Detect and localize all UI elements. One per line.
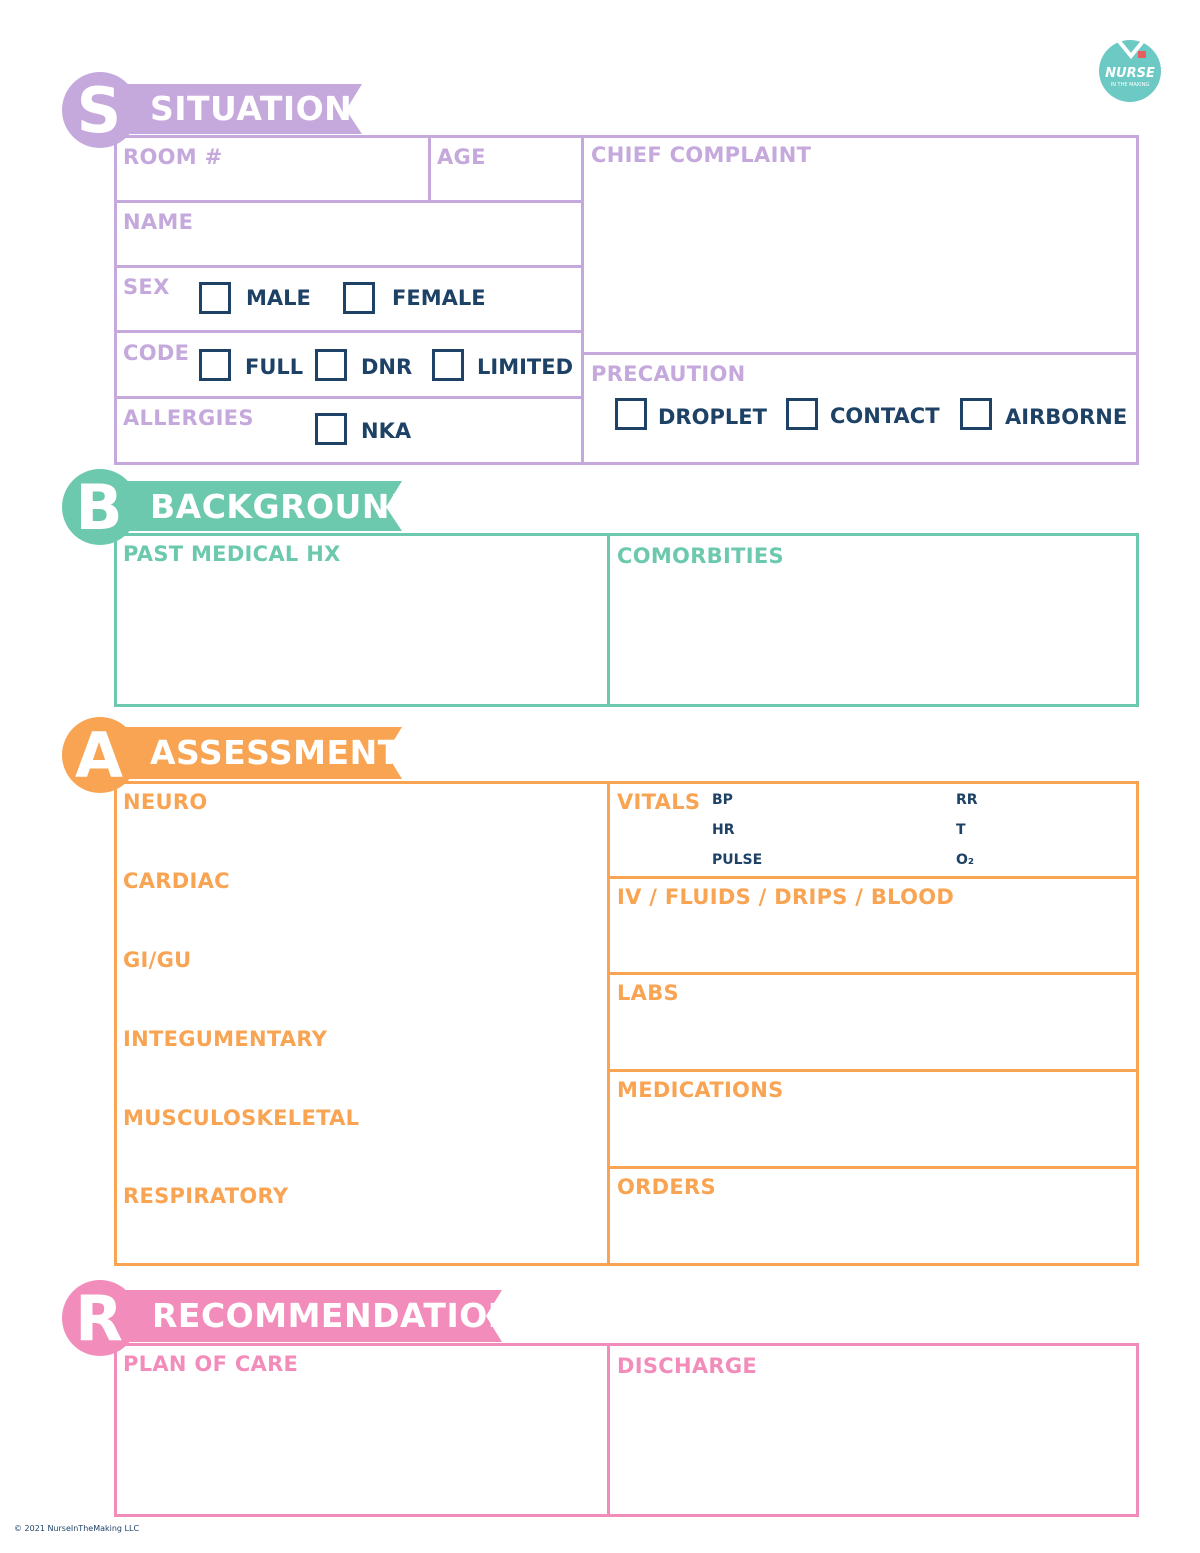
female-label: FEMALE: [392, 286, 486, 310]
male-label: MALE: [246, 286, 311, 310]
divider: [114, 396, 584, 399]
orders-label: ORDERS: [617, 1175, 716, 1199]
dnr-checkbox[interactable]: [315, 349, 347, 381]
vitals-label: VITALS: [617, 790, 701, 814]
contact-label: CONTACT: [830, 404, 940, 428]
droplet-checkbox[interactable]: [615, 398, 647, 430]
dnr-label: DNR: [361, 355, 413, 379]
divider: [114, 330, 584, 333]
iv-fluids-label: IV / FLUIDS / DRIPS / BLOOD: [617, 885, 955, 909]
airborne-checkbox[interactable]: [960, 398, 992, 430]
comorbidities-label: COMORBITIES: [617, 544, 784, 568]
logo-text: NURSE: [1105, 66, 1155, 81]
background-title: BACKGROUND: [150, 487, 418, 526]
vital-rr: RR: [956, 792, 978, 808]
respiratory-label: RESPIRATORY: [123, 1184, 289, 1208]
contact-checkbox[interactable]: [786, 398, 818, 430]
age-label: AGE: [437, 145, 486, 169]
gi-gu-label: GI/GU: [123, 948, 192, 972]
nka-checkbox[interactable]: [315, 413, 347, 445]
nka-label: NKA: [361, 419, 412, 443]
limited-label: LIMITED: [477, 355, 574, 379]
neuro-label: NEURO: [123, 790, 208, 814]
divider: [428, 135, 431, 201]
recommendation-title: RECOMMENDATION: [152, 1296, 516, 1335]
logo-subtext: IN THE MAKING: [1110, 82, 1150, 88]
divider: [607, 533, 610, 707]
medications-label: MEDICATIONS: [617, 1078, 784, 1102]
full-label: FULL: [245, 355, 304, 379]
female-checkbox[interactable]: [343, 282, 375, 314]
logo: [1099, 40, 1161, 102]
plan-of-care-label: PLAN OF CARE: [123, 1352, 299, 1376]
vital-t: T: [956, 822, 966, 838]
background-letter: B: [75, 471, 123, 544]
divider: [607, 972, 1139, 975]
assessment-letter: A: [75, 719, 123, 792]
nurse-cap-icon: [1116, 40, 1146, 60]
sex-label: SEX: [123, 275, 170, 299]
recommendation-letter: R: [75, 1282, 123, 1355]
limited-checkbox[interactable]: [432, 349, 464, 381]
name-label: NAME: [123, 210, 194, 234]
discharge-label: DISCHARGE: [617, 1354, 758, 1378]
integumentary-label: INTEGUMENTARY: [123, 1027, 328, 1051]
male-checkbox[interactable]: [199, 282, 231, 314]
past-medical-label: PAST MEDICAL HX: [123, 542, 341, 566]
situation-letter: S: [76, 74, 122, 147]
divider: [114, 265, 584, 268]
full-checkbox[interactable]: [199, 349, 231, 381]
vital-o2: O₂: [956, 852, 975, 868]
divider: [607, 1069, 1139, 1072]
precaution-label: PRECAUTION: [591, 362, 746, 386]
vital-hr: HR: [712, 822, 735, 838]
airborne-label: AIRBORNE: [1005, 405, 1128, 429]
room-label: ROOM #: [123, 145, 223, 169]
musculoskeletal-label: MUSCULOSKELETAL: [123, 1106, 360, 1130]
vital-pulse: PULSE: [712, 852, 763, 868]
vital-bp: BP: [712, 792, 733, 808]
cardiac-label: CARDIAC: [123, 869, 230, 893]
divider: [581, 352, 1139, 355]
divider: [607, 1166, 1139, 1169]
chief-complaint-label: CHIEF COMPLAINT: [591, 143, 812, 167]
allergies-label: ALLERGIES: [123, 406, 254, 430]
labs-label: LABS: [617, 981, 679, 1005]
code-label: CODE: [123, 341, 190, 365]
assessment-title: ASSESSMENT: [150, 733, 401, 772]
divider: [607, 781, 610, 1266]
divider: [607, 1343, 610, 1517]
copyright: © 2021 NurseInTheMaking LLC: [14, 1524, 140, 1533]
divider: [114, 200, 584, 203]
situation-title: SITUATION: [150, 89, 353, 128]
divider: [581, 135, 584, 465]
divider: [607, 876, 1139, 879]
droplet-label: DROPLET: [658, 405, 767, 429]
